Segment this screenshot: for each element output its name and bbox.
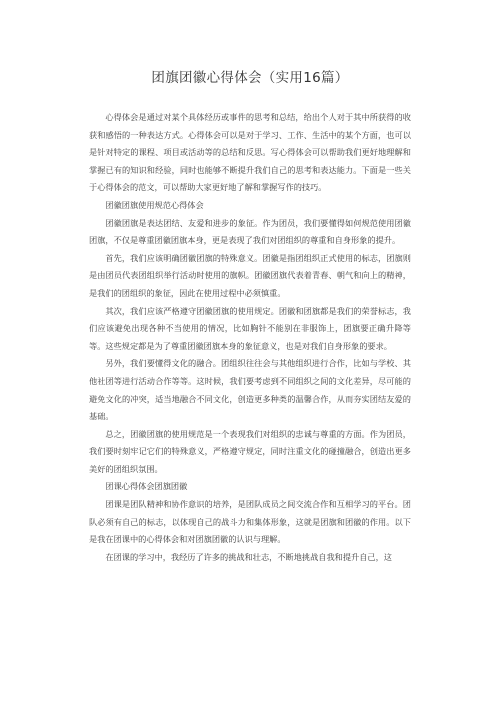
document-title: 团旗团徽心得体会（实用16篇） [151, 70, 349, 86]
body-paragraph: 在团课的学习中，我经历了许多的挑战和壮志，不断地挑战自我和提升自己，这 [105, 551, 392, 562]
section-heading-usage-rules: 团徽团旗使用规范心得体会 [105, 199, 204, 210]
body-paragraph: 首先，我们应该明确团徽团旗的特殊意义。团徽是指团组织正式使用的标志，团旗则是由团员代表团组织举行活动时使用的旗帜。团徽团旗代表着青春、朝气和向上的精神，是我们的团组织的象征，因此在使用过程中必须慎重。 [89, 252, 411, 298]
body-paragraph: 另外，我们要懂得文化的融合。团组织往往会与其他组织进行合作，比如与学校、其他社团等进行活动合作等等。这时候，我们要考虑到不同组织之间的文化差异，尽可能的避免文化的冲突，适当地融合不同文化，创造更多种类的温馨合作，从而夯实团结友爱的基础。 [89, 358, 411, 422]
body-paragraph: 总之，团徽团旗的使用规范是一个表现我们对组织的忠诚与尊重的方面。作为团员，我们要时刻牢记它们的特殊意义，严格遵守规定，同时注重文化的碰撞融合，创造出更多美好的团组织氛围。 [89, 428, 411, 474]
section-heading-league-class: 团课心得体会团旗团徽 [105, 481, 188, 492]
body-paragraph: 团课是团队精神和协作意识的培养，是团队成员之间交流合作和互相学习的平台。团队必须有自己的标志，以体现自己的战斗力和集体形象，这就是团旗和团徽的作用。以下是我在团课中的心得体会和对团旗团徽的认识与理解。 [89, 499, 411, 545]
document-body [89, 109, 411, 566]
body-paragraph: 团徽团旗是表达团结、友爱和进步的象征。作为团员，我们要懂得如何规范使用团徽团旗，不仅是尊重团徽团旗本身，更是表现了我们对团组织的尊重和自身形象的提升。 [89, 217, 411, 246]
body-paragraph: 其次，我们应该严格遵守团徽团旗的使用规定。团徽和团旗都是我们的荣誉标志，我们应该避免出现各种不当使用的情况，比如胸针不能别在非服饰上，团旗要正确升降等等。这些规定都是为了尊重团徽团旗本身的象征意义，也是对我们自身形象的要求。 [89, 305, 411, 351]
intro-paragraph: 心得体会是通过对某个具体经历或事件的思考和总结，给出个人对于其中所获得的收获和感悟的一种表达方式。心得体会可以是对于学习、工作、生活中的某个方面，也可以是针对特定的课程、项目或活动等的总结和反思。写心得体会可以帮助我们更好地理解和掌握已有的知识和经验，同时也能够不断提升我们自己的思考和表达能力。下面是一些关于心得体会的范文，可以帮助大家更好地了解和掌握写作的技巧。 [89, 112, 411, 193]
